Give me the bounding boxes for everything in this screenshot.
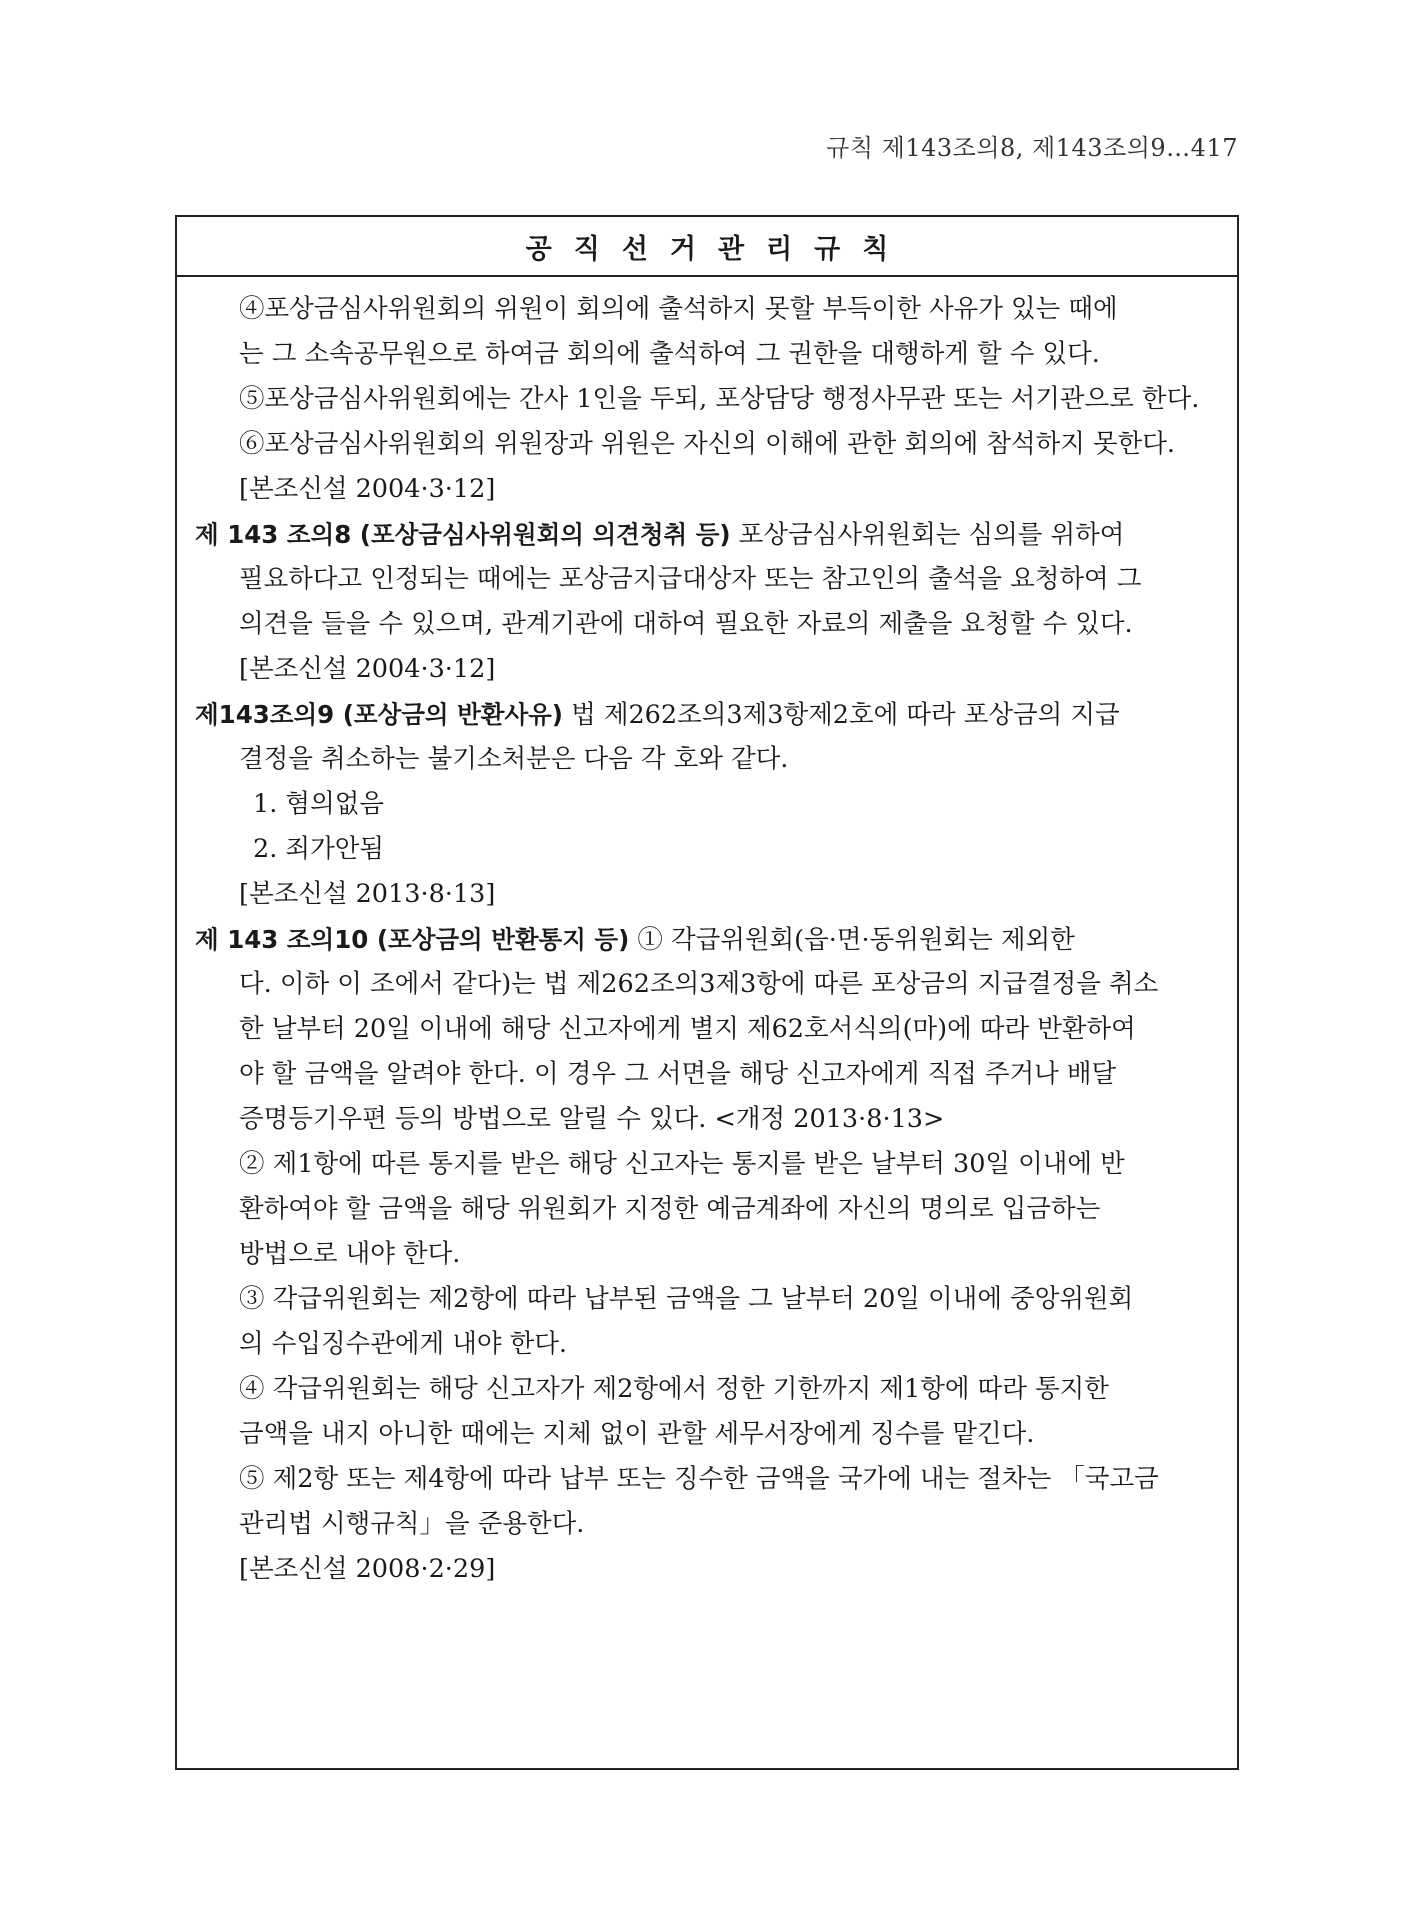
regulation-frame xyxy=(175,215,1239,1770)
article-143-10-para-5-line-2: 관리법 시행규칙」을 준용한다. xyxy=(239,1509,585,1539)
article-143-10-para-5-line-1: ⑤ 제2항 또는 제4항에 따라 납부 또는 징수한 금액을 국가에 내는 절차는 「국고금 xyxy=(239,1464,1159,1494)
article-143-9-item-2: 2. 죄가안됨 xyxy=(253,834,384,864)
article-143-8-text: 포상금심사위원회는 심의를 위하여 xyxy=(730,520,1125,550)
article-143-10-line-2: 다. 이하 이 조에서 같다)는 법 제262조의3제3항에 따른 포상금의 지급결정을 취소 xyxy=(239,969,1159,999)
article-143-10-para-3-line-2: 의 수입징수관에게 내야 한다. xyxy=(239,1329,568,1359)
enactment-note: [본조신설 2004·3·12] xyxy=(239,474,496,504)
article-143-9-item-1: 1. 혐의없음 xyxy=(253,789,384,819)
article-143-10-line-4: 야 할 금액을 알려야 한다. 이 경우 그 서면을 해당 신고자에게 직접 주거나 배달 xyxy=(239,1059,1117,1089)
regulation-body xyxy=(177,277,1237,1592)
article-143-8-line-3: 의견을 들을 수 있으며, 관계기관에 대하여 필요한 자료의 제출을 요청할 수 있다. xyxy=(239,609,1133,639)
article-143-10-para-3-line-1: ③ 각급위원회는 제2항에 따라 납부된 금액을 그 날부터 20일 이내에 중앙위원회 xyxy=(239,1284,1134,1314)
frame-title: 공직선거관리규칙 xyxy=(177,217,1237,277)
article-143-10-para-2-line-1: ② 제1항에 따른 통지를 받은 해당 신고자는 통지를 받은 날부터 30일 이내에 반 xyxy=(239,1149,1125,1179)
article-143-10-text: ① 각급위원회(읍·면·동위원회는 제외한 xyxy=(629,925,1075,955)
paragraph-6: ⑥포상금심사위원회의 위원장과 위원은 자신의 이해에 관한 회의에 참석하지 못한다. xyxy=(239,429,1175,459)
article-143-8-note: [본조신설 2004·3·12] xyxy=(239,654,496,684)
article-143-10-para-4-line-2: 금액을 내지 아니한 때에는 지체 없이 관할 세무서장에게 징수를 맡긴다. xyxy=(239,1419,1035,1449)
article-143-10-note: [본조신설 2008·2·29] xyxy=(239,1554,496,1584)
article-143-8-heading: 제 143 조의8 (포상금심사위원회의 의견청취 등) xyxy=(195,520,731,549)
paragraph-5: ⑤포상금심사위원회에는 간사 1인을 두되, 포상담당 행정사무관 또는 서기관으로 한다. xyxy=(239,384,1200,414)
paragraph-4-line-2: 는 그 소속공무원으로 하여금 회의에 출석하여 그 권한을 대행하게 할 수 있다. xyxy=(239,339,1100,369)
article-143-8-line-1 xyxy=(195,512,1219,557)
article-143-9-line-1 xyxy=(195,692,1219,737)
article-143-9-line-2: 결정을 취소하는 불기소처분은 다음 각 호와 같다. xyxy=(239,744,789,774)
article-143-9-heading: 제143조의9 (포상금의 반환사유) xyxy=(195,700,563,729)
article-143-10-line-5: 증명등기우편 등의 방법으로 알릴 수 있다. <개정 2013·8·13> xyxy=(239,1104,945,1134)
running-head: 규칙 제143조의8, 제143조의9…417 xyxy=(826,134,1238,162)
article-143-10-para-4-line-1: ④ 각급위원회는 해당 신고자가 제2항에서 정한 기한까지 제1항에 따라 통지한 xyxy=(239,1374,1109,1404)
article-143-10-para-2-line-2: 환하여야 할 금액을 해당 위원회가 지정한 예금계좌에 자신의 명의로 입금하는 xyxy=(239,1194,1101,1224)
article-143-8-line-2: 필요하다고 인정되는 때에는 포상금지급대상자 또는 참고인의 출석을 요청하여 그 xyxy=(239,564,1142,594)
article-143-10-para-2-line-3: 방법으로 내야 한다. xyxy=(239,1239,461,1269)
article-143-10-line-1 xyxy=(195,917,1219,962)
article-143-10-line-3: 한 날부터 20일 이내에 해당 신고자에게 별지 제62호서식의(마)에 따라 반환하여 xyxy=(239,1014,1136,1044)
article-143-10-heading: 제 143 조의10 (포상금의 반환통지 등) xyxy=(195,925,630,954)
article-143-9-note: [본조신설 2013·8·13] xyxy=(239,879,496,909)
article-143-9-text: 법 제262조의3제3항제2호에 따라 포상금의 지급 xyxy=(562,700,1120,730)
paragraph-4-line-1: ④포상금심사위원회의 위원이 회의에 출석하지 못할 부득이한 사유가 있는 때에 xyxy=(239,294,1118,324)
